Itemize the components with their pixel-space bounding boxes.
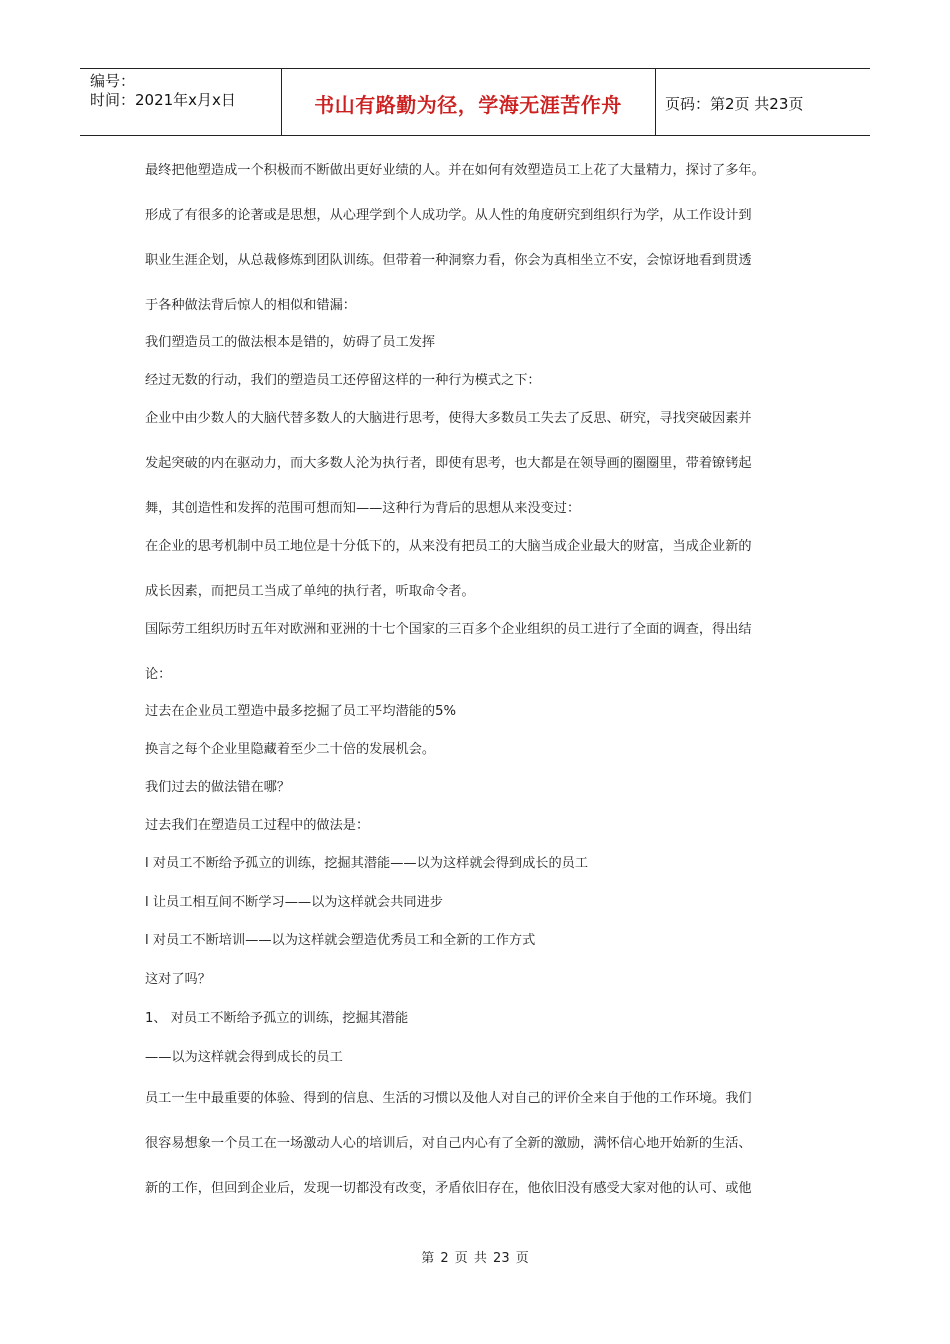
body-line: 形成了有很多的论著或是思想，从心理学到个人成功学。从人性的角度研究到组织行为学，从工作设计到 bbox=[145, 208, 752, 223]
header-motto: 书山有路勤为径，学海无涯苦作舟 bbox=[314, 93, 622, 117]
body-line: 过去我们在塑造员工过程中的做法是： bbox=[145, 818, 370, 833]
time-label: 时间：2021年x月x日 bbox=[90, 91, 236, 109]
body-line: 在企业的思考机制中员工地位是十分低下的，从来没有把员工的大脑当成企业最大的财富，当成企业新的 bbox=[145, 539, 752, 554]
body-line: 新的工作，但回到企业后，发现一切都没有改变，矛盾依旧存在，他依旧没有感受大家对他的认可、或他 bbox=[145, 1181, 752, 1196]
body-line: 我们过去的做法错在哪？ bbox=[145, 780, 291, 795]
body-line: 换言之每个企业里隐藏着至少二十倍的发展机会。 bbox=[145, 742, 436, 757]
body-line: 国际劳工组织历时五年对欧洲和亚洲的十七个国家的三百多个企业组织的员工进行了全面的调查，得出结 bbox=[145, 622, 752, 637]
body-line: 很容易想象一个员工在一场激动人心的培训后，对自己内心有了全新的激励，满怀信心地开始新的生活、 bbox=[145, 1136, 752, 1151]
serial-label: 编号： bbox=[90, 72, 136, 90]
header-meta bbox=[90, 72, 236, 110]
body-line: 1、 对员工不断给予孤立的训练，挖掘其潜能 bbox=[145, 1011, 409, 1026]
body-line: 企业中由少数人的大脑代替多数人的大脑进行思考，使得大多数员工失去了反思、研究，寻找突破因素并 bbox=[145, 411, 752, 426]
body-line: 经过无数的行动，我们的塑造员工还停留这样的一种行为模式之下： bbox=[145, 373, 541, 388]
body-line: 我们塑造员工的做法根本是错的，妨碍了员工发挥 bbox=[145, 335, 436, 350]
body-line: 成长因素，而把员工当成了单纯的执行者，听取命令者。 bbox=[145, 584, 475, 599]
body-line: 职业生涯企划，从总裁修炼到团队训练。但带着一种洞察力看，你会为真相坐立不安，会惊讶地看到贯透 bbox=[145, 253, 752, 268]
body-line: 舞，其创造性和发挥的范围可想而知——这种行为背后的思想从来没变过： bbox=[145, 501, 581, 516]
body-line: l 对员工不断给予孤立的训练，挖掘其潜能——以为这样就会得到成长的员工 bbox=[145, 856, 589, 871]
body-line: 过去在企业员工塑造中最多挖掘了员工平均潜能的5% bbox=[145, 704, 457, 719]
body-line: ——以为这样就会得到成长的员工 bbox=[145, 1050, 343, 1065]
page-footer: 第 2 页 共 23 页 bbox=[421, 1251, 529, 1266]
page-header bbox=[80, 68, 870, 136]
header-page-info: 页码：第2页 共23页 bbox=[665, 95, 804, 113]
body-line: 员工一生中最重要的体验、得到的信息、生活的习惯以及他人对自己的评价全来自于他的工作环境。我们 bbox=[145, 1091, 752, 1106]
body-line: 这对了吗？ bbox=[145, 972, 211, 987]
body-line: 论： bbox=[145, 667, 172, 682]
body-line: 发起突破的内在驱动力，而大多数人沦为执行者，即使有思考，也大都是在领导画的圈圈里，带着镣铐起 bbox=[145, 456, 752, 471]
header-divider bbox=[655, 69, 656, 135]
body-line: l 让员工相互间不断学习——以为这样就会共同进步 bbox=[145, 895, 443, 910]
body-line: 最终把他塑造成一个积极而不断做出更好业绩的人。并在如何有效塑造员工上花了大量精力，探讨了多年。 bbox=[145, 163, 765, 178]
body-line: l 对员工不断培训——以为这样就会塑造优秀员工和全新的工作方式 bbox=[145, 933, 536, 948]
body-line: 于各种做法背后惊人的相似和错漏： bbox=[145, 298, 356, 313]
